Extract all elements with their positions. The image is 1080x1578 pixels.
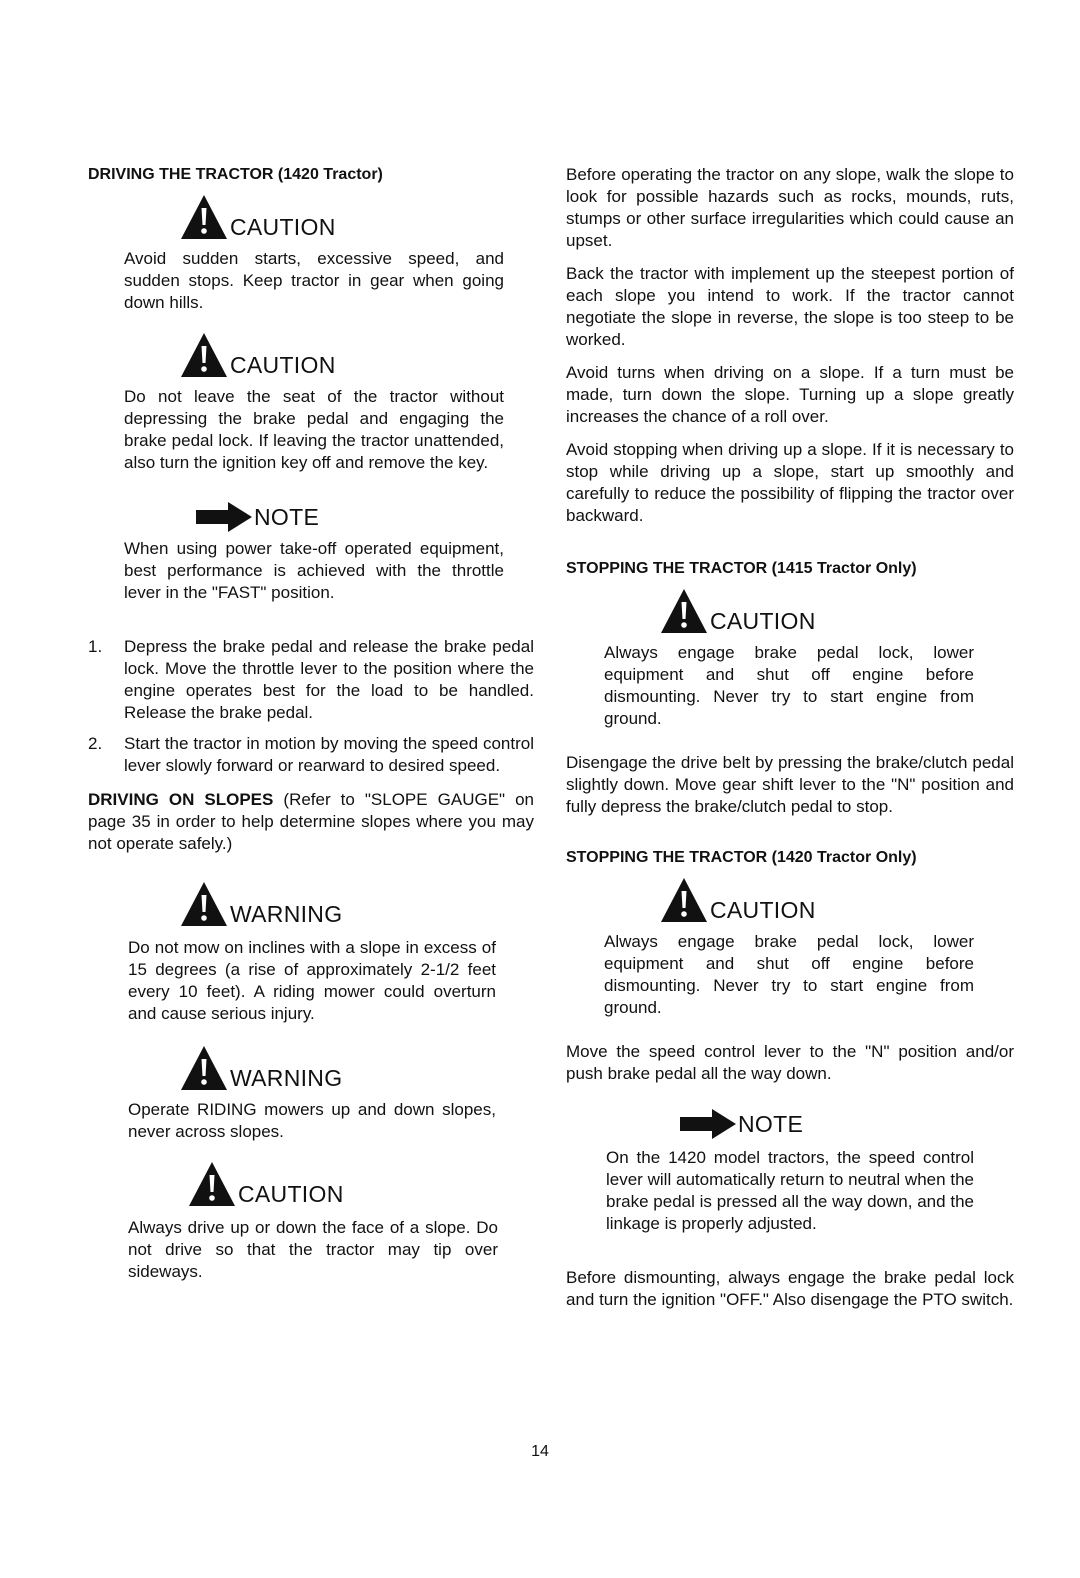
warning-header bbox=[180, 1041, 534, 1091]
paragraph: Avoid stopping when driving up a slope. If it is necessary to stop while driving up a slope, start up smoothly and carefully to reduce the possibility of flipping the tractor over backward. bbox=[566, 440, 1014, 525]
caution-text: Always engage brake pedal lock, lower equipment and shut off engine before dismounting. Never try to start engine from ground. bbox=[604, 643, 974, 728]
arrow-right-icon bbox=[680, 1109, 736, 1139]
caution-label: CAUTION bbox=[230, 214, 336, 240]
warning-label: WARNING bbox=[230, 1065, 343, 1091]
right-column bbox=[566, 164, 1014, 1311]
warning-triangle-icon bbox=[660, 877, 708, 923]
section-heading-stopping-1420: STOPPING THE TRACTOR (1420 Tractor Only) bbox=[566, 849, 917, 866]
paragraph: Avoid turns when driving on a slope. If a turn must be made, turn down the slope. Turning up a slope greatly increases the chance of a roll over. bbox=[566, 363, 1014, 426]
note-text: On the 1420 model tractors, the speed control lever will automatically return to neutral when the brake pedal is pressed all the way down, and the linkage is properly adjusted. bbox=[606, 1148, 974, 1233]
caution-label: CAUTION bbox=[710, 608, 816, 634]
caution-header bbox=[188, 1157, 534, 1207]
warning-header bbox=[180, 877, 534, 927]
left-column bbox=[88, 164, 534, 1283]
note-label: NOTE bbox=[738, 1111, 804, 1137]
caution-header bbox=[660, 873, 1014, 923]
caution-text: Avoid sudden starts, excessive speed, and sudden stops. Keep tractor in gear when going down hills. bbox=[124, 249, 504, 312]
warning-text: Do not mow on inclines with a slope in excess of 15 degrees (a rise of approximately 2-1/2 feet every 10 feet). A riding mower could overturn and cause serious injury. bbox=[128, 938, 496, 1023]
paragraph: Disengage the drive belt by pressing the brake/clutch pedal slightly down. Move gear shift lever to the "N" position and fully depress the brake/clutch pedal to stop. bbox=[566, 753, 1014, 816]
caution-header bbox=[660, 584, 1014, 634]
list-item bbox=[88, 636, 534, 724]
note-text: When using power take-off operated equipment, best performance is achieved with the throttle lever in the "FAST" position. bbox=[124, 539, 504, 602]
warning-triangle-icon bbox=[180, 1045, 228, 1091]
warning-text: Operate RIDING mowers up and down slopes, never across slopes. bbox=[128, 1100, 496, 1141]
paragraph: Before operating the tractor on any slope, walk the slope to look for possible hazards such as rocks, mounds, ruts, stumps or other surface irregularities which could cause an upset. bbox=[566, 165, 1014, 250]
caution-header bbox=[180, 190, 534, 240]
warning-triangle-icon bbox=[660, 588, 708, 634]
section-heading-driving: DRIVING THE TRACTOR (1420 Tractor) bbox=[88, 166, 383, 183]
caution-header bbox=[180, 328, 534, 378]
slopes-text: (Refer to "SLOPE GAUGE" on page 35 in order to help determine slopes where you may not operate safely.) bbox=[88, 790, 535, 853]
paragraph: Move the speed control lever to the "N" position and/or push brake pedal all the way down. bbox=[566, 1042, 1014, 1083]
step-number: 1. bbox=[88, 637, 103, 656]
page-number: 14 bbox=[531, 1443, 549, 1460]
slopes-paragraph bbox=[88, 789, 534, 855]
list-item bbox=[88, 733, 534, 777]
step-number: 2. bbox=[88, 734, 103, 753]
caution-text: Always drive up or down the face of a slope. Do not drive so that the tractor may tip over sideways. bbox=[128, 1218, 498, 1281]
caution-label: CAUTION bbox=[710, 897, 816, 923]
arrow-right-icon bbox=[196, 502, 252, 532]
warning-triangle-icon bbox=[188, 1161, 236, 1207]
step-text: Depress the brake pedal and release the brake pedal lock. Move the throttle lever to the position where the engine operates best for the load to be handled. Release the brake pedal. bbox=[124, 637, 534, 722]
paragraph: Back the tractor with implement up the steepest portion of each slope you intend to work. If the tractor cannot negotiate the slope in reverse, the slope is too steep to be worked. bbox=[566, 264, 1014, 349]
note-header bbox=[196, 490, 534, 530]
caution-text: Always engage brake pedal lock, lower equipment and shut off engine before dismounting. Never try to start engine from ground. bbox=[604, 932, 974, 1017]
section-heading-stopping-1415: STOPPING THE TRACTOR (1415 Tractor Only) bbox=[566, 560, 917, 577]
warning-triangle-icon bbox=[180, 332, 228, 378]
note-label: NOTE bbox=[254, 504, 320, 530]
warning-triangle-icon bbox=[180, 881, 228, 927]
note-header bbox=[680, 1097, 1014, 1137]
paragraph: Before dismounting, always engage the brake pedal lock and turn the ignition "OFF." Also disengage the PTO switch. bbox=[566, 1268, 1014, 1309]
warning-label: WARNING bbox=[230, 901, 343, 927]
step-text: Start the tractor in motion by moving the speed control lever slowly forward or rearward to desired speed. bbox=[124, 734, 534, 775]
slopes-heading: DRIVING ON SLOPES bbox=[88, 790, 274, 809]
caution-label: CAUTION bbox=[238, 1181, 344, 1207]
steps-list bbox=[88, 636, 534, 777]
warning-triangle-icon bbox=[180, 194, 228, 240]
caution-label: CAUTION bbox=[230, 352, 336, 378]
caution-text: Do not leave the seat of the tractor without depressing the brake pedal and engaging the brake pedal lock. If leaving the tractor unattended, also turn the ignition key off and remove the key. bbox=[124, 387, 504, 472]
